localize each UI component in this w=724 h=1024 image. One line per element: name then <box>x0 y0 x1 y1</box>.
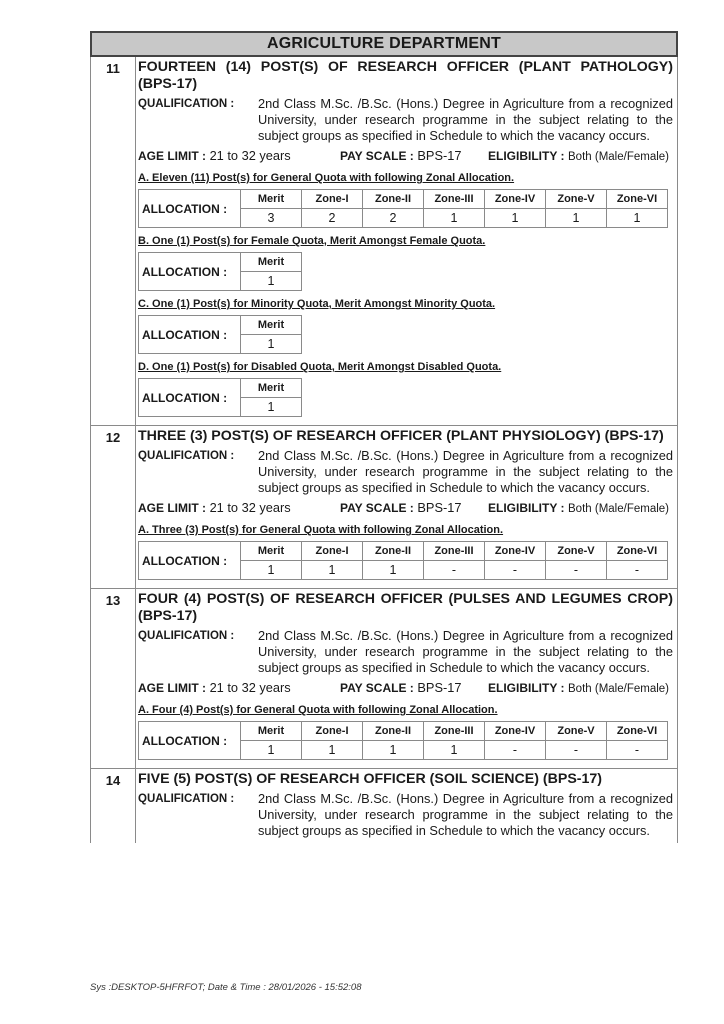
allocation-column-header: Merit <box>241 316 302 335</box>
allocation-value: 1 <box>424 209 485 228</box>
section-content <box>136 426 677 588</box>
qualification-label: QUALIFICATION : <box>138 630 235 642</box>
allocation-value: 1 <box>241 741 302 760</box>
allocation-column-header: Merit <box>241 253 302 272</box>
allocation-value: 1 <box>302 741 363 760</box>
allocation-value: - <box>485 741 546 760</box>
pay-scale-label: PAY SCALE : <box>340 501 414 515</box>
eligibility-label: ELIGIBILITY : <box>488 681 565 695</box>
allocation-label: ALLOCATION : <box>139 253 241 291</box>
allocation-header-row <box>139 253 302 272</box>
eligibility <box>488 500 669 517</box>
age-limit-value: 21 to 32 years <box>209 680 291 695</box>
age-limit <box>138 500 340 517</box>
allocation-label: ALLOCATION : <box>139 316 241 354</box>
pay-scale <box>340 148 488 165</box>
allocation-column-header: Zone-I <box>302 722 363 741</box>
quota-heading: C. One (1) Post(s) for Minority Quota, Merit Amongst Minority Quota. <box>138 298 496 310</box>
serial-number: 14 <box>91 769 136 843</box>
allocation-header-row <box>139 316 302 335</box>
allocation-label: ALLOCATION : <box>139 722 241 760</box>
pay-scale <box>340 500 488 517</box>
allocation-value: 1 <box>546 209 607 228</box>
allocation-label: ALLOCATION : <box>139 190 241 228</box>
eligibility-value: Both (Male/Female) <box>568 151 669 163</box>
qualification-text: 2nd Class M.Sc. /B.Sc. (Hons.) Degree in Agriculture from a recognized University, under research programme in the subject relating to the subject groups as specified in Schedule to which the vacancy occurs. <box>258 791 673 838</box>
allocation-value: 2 <box>363 209 424 228</box>
allocation-value: 1 <box>607 209 668 228</box>
age-limit-label: AGE LIMIT : <box>138 681 206 695</box>
allocation-column-header: Zone-V <box>546 722 607 741</box>
pay-scale-value: BPS-17 <box>417 148 462 163</box>
age-limit <box>138 148 340 165</box>
post-title: FIVE (5) POST(S) OF RESEARCH OFFICER (SOIL SCIENCE) (BPS-17) <box>138 771 603 787</box>
allocation-header-row <box>139 542 668 561</box>
allocation-column-header: Zone-IV <box>485 722 546 741</box>
post-section <box>90 57 678 426</box>
post-title: FOUR (4) POST(S) OF RESEARCH OFFICER (PULSES AND LEGUMES CROP) (BPS-17) <box>138 591 673 624</box>
allocation-column-header: Zone-II <box>363 542 424 561</box>
serial-number: 12 <box>91 426 136 588</box>
section-content <box>136 589 677 768</box>
section-content <box>136 769 677 843</box>
qualification-row <box>138 96 673 144</box>
allocation-value: - <box>485 561 546 580</box>
pay-scale-label: PAY SCALE : <box>340 149 414 163</box>
eligibility-value: Both (Male/Female) <box>568 503 669 515</box>
allocation-value: 1 <box>424 741 485 760</box>
pay-scale <box>340 680 488 697</box>
allocation-column-header: Zone-IV <box>485 542 546 561</box>
allocation-column-header: Zone-III <box>424 190 485 209</box>
allocation-value: 1 <box>241 398 302 417</box>
allocation-table <box>138 378 302 417</box>
allocation-column-header: Merit <box>241 722 302 741</box>
qualification-row <box>138 448 673 496</box>
allocation-header-row <box>139 722 668 741</box>
post-section <box>90 769 678 843</box>
age-limit-value: 21 to 32 years <box>209 148 291 163</box>
eligibility-value: Both (Male/Female) <box>568 683 669 695</box>
serial-number: 13 <box>91 589 136 768</box>
allocation-value: - <box>424 561 485 580</box>
allocation-value: 1 <box>241 272 302 291</box>
eligibility-label: ELIGIBILITY : <box>488 149 565 163</box>
allocation-value: 1 <box>302 561 363 580</box>
qualification-row <box>138 791 673 839</box>
allocation-column-header: Zone-III <box>424 542 485 561</box>
allocation-value: 1 <box>241 335 302 354</box>
allocation-table <box>138 189 668 228</box>
eligibility <box>488 680 669 697</box>
eligibility-label: ELIGIBILITY : <box>488 501 565 515</box>
serial-number: 11 <box>91 57 136 425</box>
meta-row <box>138 148 673 165</box>
allocation-column-header: Zone-VI <box>607 190 668 209</box>
qualification-text: 2nd Class M.Sc. /B.Sc. (Hons.) Degree in Agriculture from a recognized University, under research programme in the subject relating to the subject groups as specified in Schedule to which the vacancy occurs. <box>258 628 673 675</box>
pay-scale-value: BPS-17 <box>417 680 462 695</box>
allocation-column-header: Merit <box>241 542 302 561</box>
quota-heading: D. One (1) Post(s) for Disabled Quota, Merit Amongst Disabled Quota. <box>138 361 502 373</box>
post-title: THREE (3) POST(S) OF RESEARCH OFFICER (PLANT PHYSIOLOGY) (BPS-17) <box>138 428 664 444</box>
allocation-table <box>138 315 302 354</box>
age-limit <box>138 680 340 697</box>
allocation-column-header: Zone-I <box>302 190 363 209</box>
allocation-table <box>138 252 302 291</box>
allocation-table <box>138 721 668 760</box>
eligibility <box>488 148 669 165</box>
section-content <box>136 57 677 425</box>
qualification-label: QUALIFICATION : <box>138 450 235 462</box>
allocation-value: - <box>607 741 668 760</box>
allocation-column-header: Zone-VI <box>607 542 668 561</box>
allocation-column-header: Zone-II <box>363 722 424 741</box>
allocation-column-header: Zone-III <box>424 722 485 741</box>
quota-heading: A. Three (3) Post(s) for General Quota with following Zonal Allocation. <box>138 524 504 536</box>
allocation-value: - <box>546 741 607 760</box>
pay-scale-value: BPS-17 <box>417 500 462 515</box>
meta-row <box>138 680 673 697</box>
pay-scale-label: PAY SCALE : <box>340 681 414 695</box>
meta-row <box>138 500 673 517</box>
allocation-column-header: Zone-II <box>363 190 424 209</box>
allocation-column-header: Zone-VI <box>607 722 668 741</box>
allocation-value: 2 <box>302 209 363 228</box>
post-section <box>90 426 678 589</box>
allocation-value: 1 <box>485 209 546 228</box>
quota-heading: B. One (1) Post(s) for Female Quota, Merit Amongst Female Quota. <box>138 235 486 247</box>
allocation-column-header: Merit <box>241 379 302 398</box>
quota-heading: A. Four (4) Post(s) for General Quota with following Zonal Allocation. <box>138 704 498 716</box>
qualification-row <box>138 628 673 676</box>
age-limit-value: 21 to 32 years <box>209 500 291 515</box>
allocation-value: 1 <box>363 741 424 760</box>
allocation-table <box>138 541 668 580</box>
allocation-value: 3 <box>241 209 302 228</box>
qualification-label: QUALIFICATION : <box>138 98 235 110</box>
post-section <box>90 589 678 769</box>
department-header: AGRICULTURE DEPARTMENT <box>90 31 678 57</box>
allocation-header-row <box>139 190 668 209</box>
document-page <box>90 31 678 843</box>
allocation-label: ALLOCATION : <box>139 542 241 580</box>
allocation-header-row <box>139 379 302 398</box>
allocation-value: 1 <box>363 561 424 580</box>
allocation-column-header: Zone-V <box>546 542 607 561</box>
allocation-column-header: Zone-V <box>546 190 607 209</box>
allocation-label: ALLOCATION : <box>139 379 241 417</box>
age-limit-label: AGE LIMIT : <box>138 149 206 163</box>
allocation-column-header: Zone-IV <box>485 190 546 209</box>
system-footer: Sys :DESKTOP-5HFRFOT; Date & Time : 28/01/2026 - 15:52:08 <box>90 982 362 993</box>
post-title: FOURTEEN (14) POST(S) OF RESEARCH OFFICER (PLANT PATHOLOGY) (BPS-17) <box>138 59 673 92</box>
qualification-label: QUALIFICATION : <box>138 793 235 805</box>
qualification-text: 2nd Class M.Sc. /B.Sc. (Hons.) Degree in Agriculture from a recognized University, under research programme in the subject relating to the subject groups as specified in Schedule to which the vacancy occurs. <box>258 448 673 495</box>
allocation-value: - <box>546 561 607 580</box>
quota-list <box>138 523 673 580</box>
allocation-column-header: Merit <box>241 190 302 209</box>
quota-heading: A. Eleven (11) Post(s) for General Quota with following Zonal Allocation. <box>138 172 515 184</box>
quota-list <box>138 171 673 417</box>
allocation-column-header: Zone-I <box>302 542 363 561</box>
quota-list <box>138 703 673 760</box>
qualification-text: 2nd Class M.Sc. /B.Sc. (Hons.) Degree in Agriculture from a recognized University, under research programme in the subject relating to the subject groups as specified in Schedule to which the vacancy occurs. <box>258 96 673 143</box>
allocation-value: 1 <box>241 561 302 580</box>
age-limit-label: AGE LIMIT : <box>138 501 206 515</box>
allocation-value: - <box>607 561 668 580</box>
